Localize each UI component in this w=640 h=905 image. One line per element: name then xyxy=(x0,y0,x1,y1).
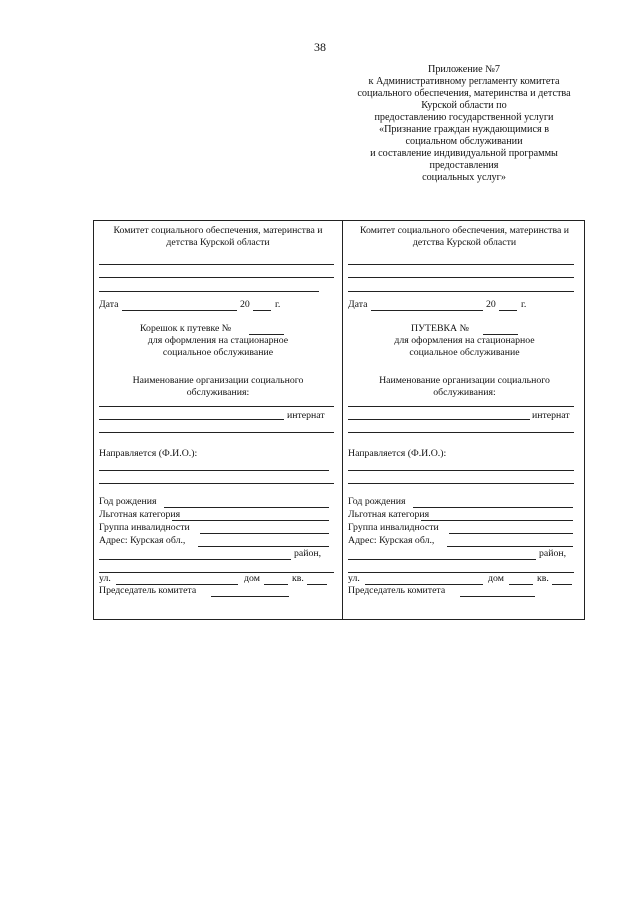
date-suffix: г. xyxy=(521,299,527,310)
house-field[interactable] xyxy=(509,584,533,585)
stub-title: Корешок к путевке № xyxy=(140,323,232,334)
date-year: 20 xyxy=(486,299,496,310)
header-line: социальных услуг» xyxy=(422,172,506,183)
category-field[interactable] xyxy=(172,520,329,521)
org-name-line1: Комитет социального обеспечения, материнства и xyxy=(360,225,569,236)
chairman-label: Председатель комитета xyxy=(348,585,446,596)
district-field[interactable] xyxy=(348,559,536,560)
date-suffix: г. xyxy=(275,299,281,310)
header-line: социального обеспечения, материнства и детства xyxy=(357,88,571,99)
category-field[interactable] xyxy=(421,520,573,521)
blank-line xyxy=(99,291,319,292)
category-label: Льготная категория xyxy=(99,509,181,520)
birth-year-field[interactable] xyxy=(413,507,573,508)
fio-field[interactable] xyxy=(99,483,334,484)
house-label: дом xyxy=(488,573,504,584)
address-field[interactable] xyxy=(447,546,573,547)
org-name-line1: Комитет социального обеспечения, материнства и xyxy=(113,225,323,236)
voucher-title: ПУТЕВКА № xyxy=(411,323,469,334)
internat-label: интернат xyxy=(287,410,325,421)
voucher-subtitle-line1: для оформления на стационарное xyxy=(394,335,535,346)
chairman-label: Председатель комитета xyxy=(99,585,197,596)
voucher-form xyxy=(93,220,585,620)
address-label: Адрес: Курская обл., xyxy=(99,535,186,546)
header-line: социальном обслуживании xyxy=(405,136,523,147)
voucher-main xyxy=(343,221,586,619)
birth-year-label: Год рождения xyxy=(99,496,157,507)
stub-subtitle-line2: социальное обслуживание xyxy=(162,347,274,358)
blank-line xyxy=(348,264,574,265)
address-field[interactable] xyxy=(198,546,329,547)
organization-field[interactable] xyxy=(99,406,334,407)
street-label: ул. xyxy=(99,573,111,584)
blank-line xyxy=(99,277,334,278)
organization-field[interactable] xyxy=(99,432,334,433)
org-name-line2: детства Курской области xyxy=(412,237,517,248)
date-field[interactable] xyxy=(371,310,483,311)
stub-subtitle-line1: для оформления на стационарное xyxy=(147,335,289,346)
date-label: Дата xyxy=(348,299,368,310)
organization-field[interactable] xyxy=(348,432,574,433)
fio-field[interactable] xyxy=(348,470,574,471)
district-label: район, xyxy=(539,548,567,559)
date-field[interactable] xyxy=(122,310,237,311)
birth-year-label: Год рождения xyxy=(348,496,406,507)
header-line: «Признание граждан нуждающимися в xyxy=(378,124,550,135)
organization-field[interactable] xyxy=(99,419,284,420)
district-field[interactable] xyxy=(99,559,291,560)
header-line: Курской области по xyxy=(421,100,507,111)
organization-field[interactable] xyxy=(348,406,574,407)
voucher-stub xyxy=(94,221,342,619)
disability-label: Группа инвалидности xyxy=(348,522,439,533)
header-line: предоставления xyxy=(429,160,499,171)
flat-field[interactable] xyxy=(307,584,327,585)
address-label: Адрес: Курская обл., xyxy=(348,535,435,546)
flat-label: кв. xyxy=(537,573,549,584)
fio-field[interactable] xyxy=(99,470,329,471)
organization-label-line2: обслуживания: xyxy=(433,387,496,398)
birth-year-field[interactable] xyxy=(164,507,329,508)
header-line: к Административному регламенту комитета xyxy=(368,76,560,87)
direct-label: Направляется (Ф.И.О.): xyxy=(348,448,447,459)
organization-label-line2: обслуживания: xyxy=(186,387,250,398)
header-line: и составление индивидуальной программы xyxy=(370,148,558,159)
page-number: 38 xyxy=(314,40,326,54)
flat-label: кв. xyxy=(292,573,304,584)
district-label: район, xyxy=(294,548,322,559)
flat-field[interactable] xyxy=(552,584,572,585)
appendix-header xyxy=(344,64,584,184)
date-label: Дата xyxy=(99,299,119,310)
org-name-line2: детства Курской области xyxy=(166,237,270,248)
year-field[interactable] xyxy=(499,310,517,311)
organization-field[interactable] xyxy=(348,419,530,420)
house-label: дом xyxy=(244,573,260,584)
street-label: ул. xyxy=(348,573,360,584)
disability-field[interactable] xyxy=(449,533,573,534)
signature-field[interactable] xyxy=(460,596,535,597)
year-field[interactable] xyxy=(253,310,271,311)
date-year: 20 xyxy=(240,299,250,310)
signature-field[interactable] xyxy=(211,596,289,597)
organization-label-line1: Наименование организации социального xyxy=(379,375,550,386)
direct-label: Направляется (Ф.И.О.): xyxy=(99,448,198,459)
disability-field[interactable] xyxy=(200,533,329,534)
organization-label-line1: Наименование организации социального xyxy=(132,375,304,386)
header-line: Приложение №7 xyxy=(427,64,501,75)
blank-line xyxy=(348,291,574,292)
voucher-subtitle-line2: социальное обслуживание xyxy=(409,347,520,358)
blank-line xyxy=(348,277,574,278)
header-line: предоставлению государственной услуги xyxy=(374,112,554,123)
category-label: Льготная категория xyxy=(348,509,430,520)
disability-label: Группа инвалидности xyxy=(99,522,190,533)
blank-line xyxy=(99,264,334,265)
internat-label: интернат xyxy=(532,410,570,421)
house-field[interactable] xyxy=(264,584,288,585)
fio-field[interactable] xyxy=(348,483,574,484)
